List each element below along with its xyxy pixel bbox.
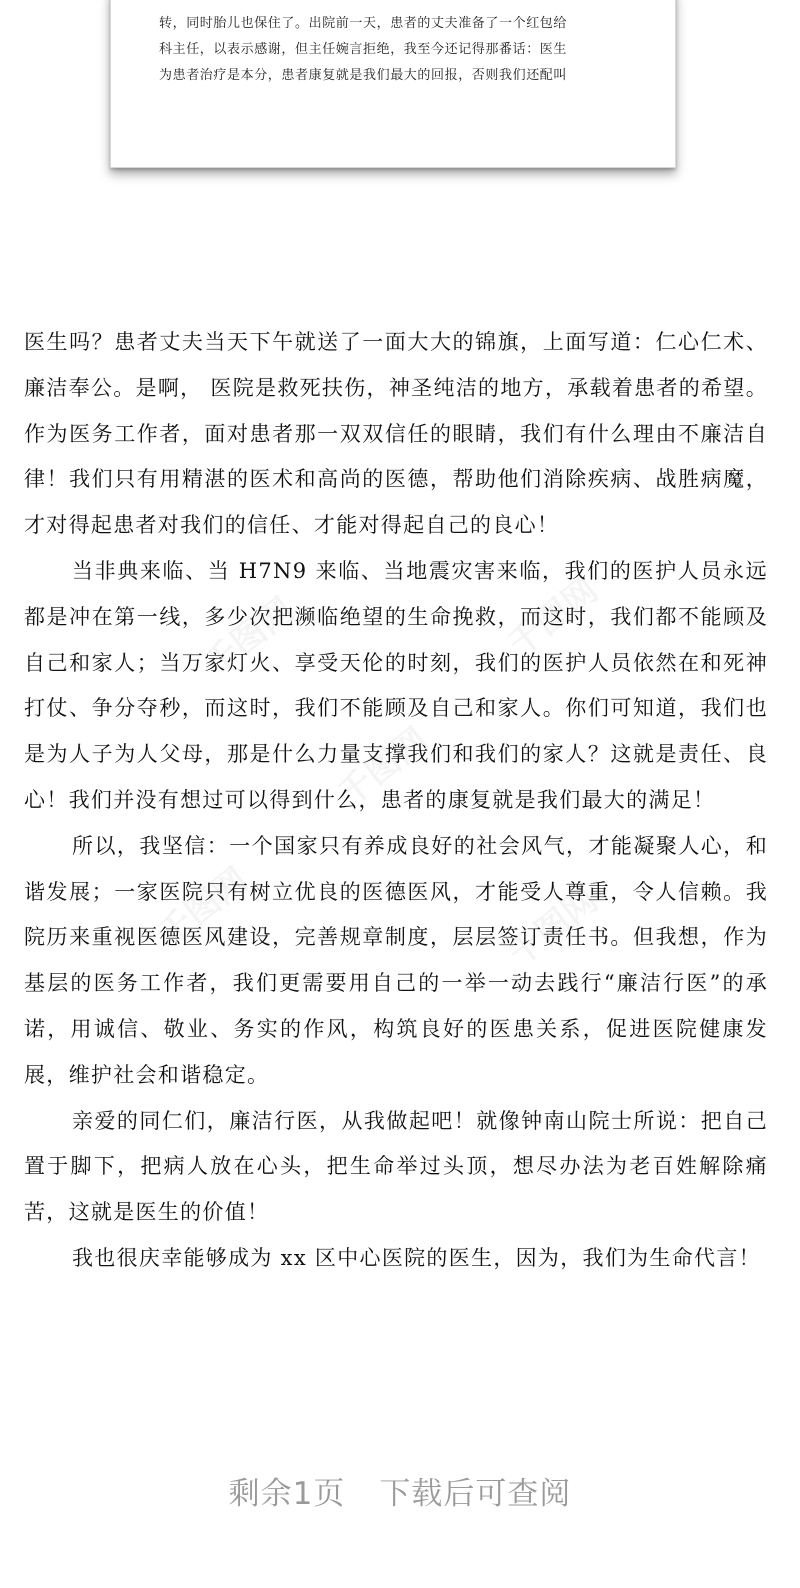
download-to-read-more-button[interactable]	[0, 1468, 800, 1513]
paragraph: 亲爱的同仁们，廉洁行医，从我做起吧！就像钟南山院士所说：把自己置于脚下，把病人放在心头，把生命举过头顶，想尽办法为老百姓解除痛苦，这就是医生的价值！	[24, 1108, 768, 1225]
paragraph: 所以，我坚信：一个国家只有养成良好的社会风气，才能凝聚人心，和谐发展；一家医院只有树立优良的医德医风，才能受人尊重，令人信赖。我院历来重视医德医风建设，完善规章制度，层层签订责任书。但我想，作为基层的医务工作者，我们更需要用自己的一举一动去践行“廉洁行医”的承诺，用诚信、敬业、务实的作风，构筑良好的医患关系，促进医院健康发展，维护社会和谐稳定。	[24, 833, 768, 1087]
preview-line: 科主任，以表示感谢，但主任婉言拒绝，我至今还记得那番话：医生	[159, 42, 568, 57]
preview-text	[159, 11, 629, 89]
paragraph: 我也很庆幸能够成为 xx 区中心医院的医生，因为，我们为生命代言！	[72, 1245, 761, 1270]
preview-line: 转，同时胎儿也保住了。出院前一天，患者的丈夫准备了一个红包给	[159, 16, 568, 31]
document-body	[24, 320, 768, 1282]
download-cta-text: 下载后可查阅	[379, 1476, 572, 1512]
paragraph: 当非典来临、当 H7N9 来临、当地震灾害来临，我们的医护人员永远都是冲在第一线，多少次把濒临绝望的生命挽救，而这时，我们都不能顾及自己和家人；当万家灯火、享受天伦的时刻，我们的医护人员依然在和死神打仗、争分夺秒，而这时，我们不能顾及自己和家人。你们可知道，我们也是为人子为人父母，那是什么力量支撑我们和我们的家人？这就是责任、良心！我们并没有想过可以得到什么，患者的康复就是我们最大的满足！	[24, 558, 768, 812]
preview-line: 为患者治疗是本分，患者康复就是我们最大的回报，否则我们还配叫	[159, 68, 568, 83]
remaining-pages-text: 剩余1页	[228, 1476, 346, 1512]
previous-page-preview	[110, 0, 676, 168]
paragraph: 医生吗？患者丈夫当天下午就送了一面大大的锦旗，上面写道：仁心仁术、廉洁奉公。是啊， 医院是救死扶伤，神圣纯洁的地方，承载着患者的希望。作为医务工作者，面对患者那一双双信任的眼睛，我们有什么理由不廉洁自律！我们只有用精湛的医术和高尚的医德，帮助他们消除疾病、战胜病魔，才对得起患者对我们的信任、才能对得起自己的良心！	[24, 330, 768, 538]
